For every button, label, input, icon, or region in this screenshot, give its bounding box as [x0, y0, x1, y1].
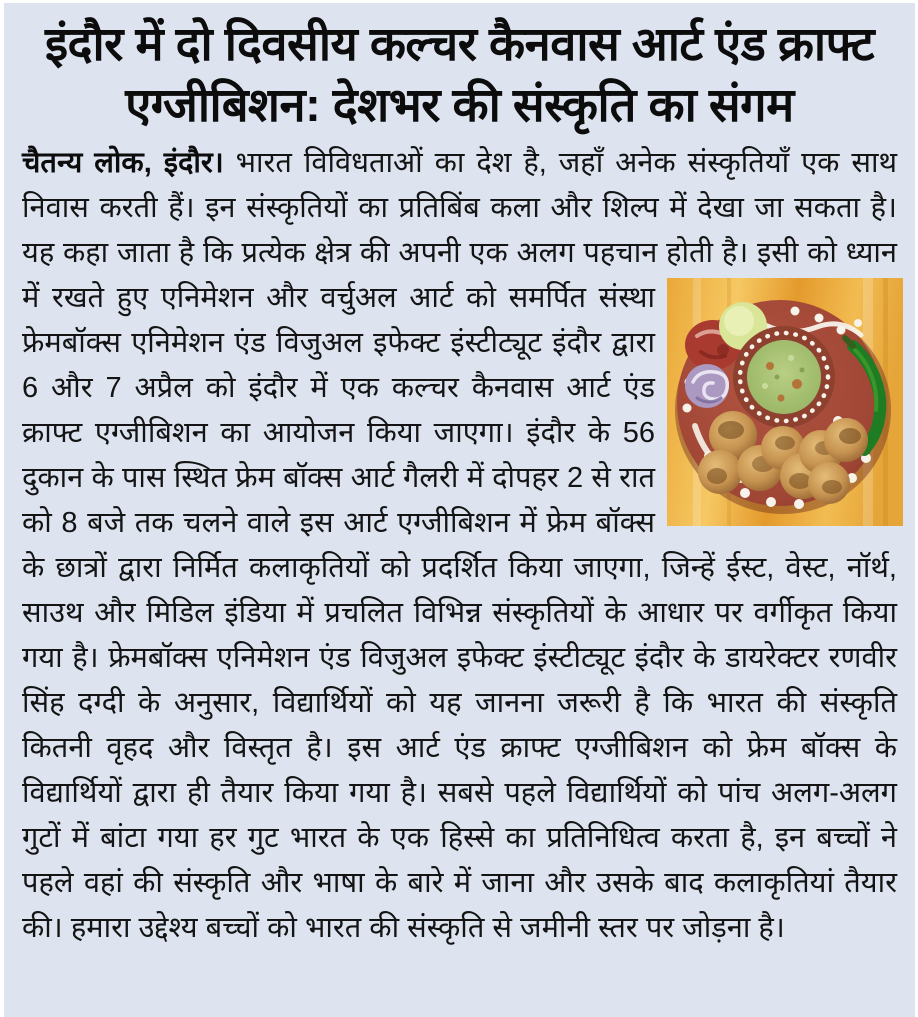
- clay-thali-illustration: [667, 278, 903, 526]
- page-title: [10, 13, 909, 135]
- article-text: भारत विविधताओं का देश है, जहाँ अनेक संस्कृतियाँ एक साथ निवास करती हैं। इन संस्कृतियों का प्रतिबिंब कला और शिल्प में देखा जा सकता है। यह कहा जाता है कि प्रत्येक क्षेत्र की अपनी एक अलग पहचान होती है। इसी को ध्यान में रखते हुए एनिमेशन और वर्चुअल आर्ट को समर्पित संस्था फ्रेमबॉक्स एनिमेशन एंड विजुअल इफेक्ट इंस्टीट्यूट इंदौर द्वारा 6 और 7 अप्रैल को इंदौर में एक कल्चर कैनवास आर्ट एंड क्राफ्ट एग्जीबिशन का आयोजन किया जाएगा। इंदौर के 56 दुकान के पास स्थित फ्रेम बॉक्स आर्ट गैलरी में दोपहर 2 से रात को 8 बजे तक चलने वाले इस आर्ट एग्जीबिशन में फ्रेम बॉक्स के छात्रों द्वारा निर्मित कलाकृतियों को प्रदर्शित किया जाएगा, जिन्हें ईस्ट, वेस्ट, नॉर्थ, साउथ और मिडिल इंडिया में प्रचलित विभिन्न संस्कृतियों के आधार पर वर्गीकृत किया गया है। फ्रेमबॉक्स एनिमेशन एंड विजुअल इफेक्ट इंस्टीट्यूट इंदौर के डायरेक्टर रणवीर सिंह दग्दी के अनुसार, विद्यार्थियों को यह जानना जरूरी है कि भारत की संस्कृति कितनी वृहद और विस्तृत है। इस आर्ट एंड क्राफ्ट एग्जीबिशन को फ्रेम बॉक्स के विद्यार्थियों द्वारा ही तैयार किया गया है। सबसे पहले विद्यार्थियों को पांच अलग-अलग गुटों में बांटा गया हर गुट भारत के एक हिस्से का प्रतिनिधित्व करता है, इन बच्चों ने पहले वहां की संस्कृति और भाषा के बारे में जाना और उसके बाद कलाकृतियां तैयार की। हमारा उद्देश्य बच्चों को भारत की संस्कृति से जमीनी स्तर पर जोड़ना है।: [22, 147, 897, 944]
- headline-line-2: एग्जीबिशन: देशभर की संस्कृति का संगम: [125, 78, 794, 131]
- byline: चैतन्य लोक, इंदौर।: [22, 147, 236, 179]
- onion: [685, 364, 729, 408]
- article-photo: [667, 278, 903, 526]
- article-body: [22, 141, 897, 951]
- chutney-bowl: [733, 326, 835, 428]
- headline-line-1: इंदौर में दो दिवसीय कल्चर कैनवास आर्ट एंड क्राफ्ट: [44, 17, 875, 70]
